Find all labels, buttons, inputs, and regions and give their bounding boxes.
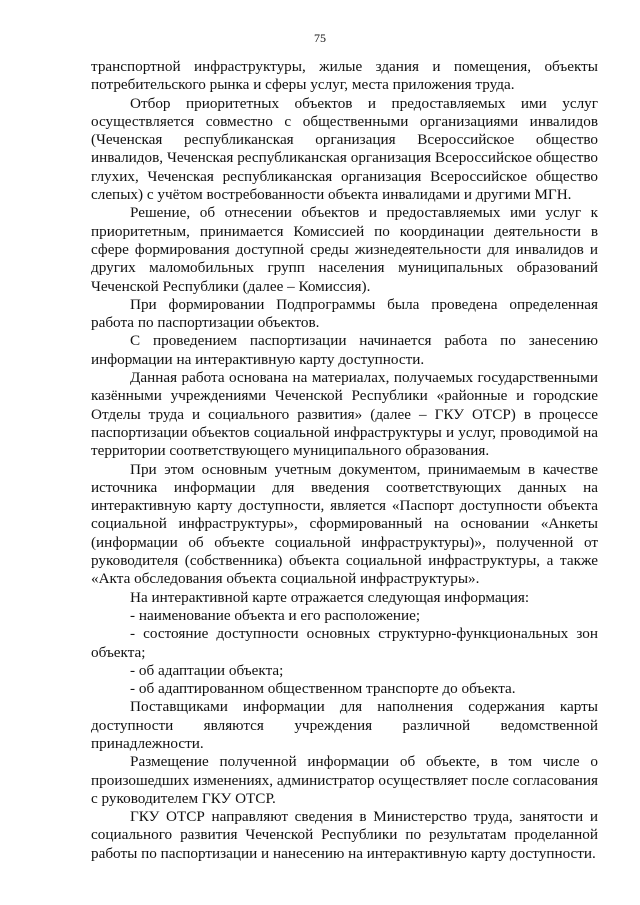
paragraph-passportization: С проведением паспортизации начинается работа по занесению информации на интерактивную карту доступности. xyxy=(91,332,598,368)
page-number: 75 xyxy=(314,31,326,45)
paragraph-main-document: При этом основным учетным документом, принимаемым в качестве источника информации для введения соответствующих данных на интерактивную карту доступности, является «Паспорт доступности объекта социальной инфраструктуры», сформированный на основании «Анкеты (информации об объекте социальной инфраструктуры)», полученной от руководителя (собственника) объекта социальной инфраструктуры, а также «Акта обследования объекта социальной инфраструктуры». xyxy=(91,460,598,588)
list-item: - состояние доступности основных структурно-функциональных зон объекта; xyxy=(91,625,598,661)
body-text xyxy=(91,58,598,863)
list-item: - об адаптации объекта; xyxy=(130,661,284,679)
paragraph-map-info-intro: На интерактивной карте отражается следующая информация: xyxy=(130,588,530,606)
paragraph-materials: Данная работа основана на материалах, получаемых государственными казёнными учреждениями Чеченской Республики «районные и городские Отделы труда и социального развития» (далее – ГКУ ОТСР) в процессе паспортизации объектов социальной инфраструктуры и услуг, проводимой на территории соответствующего муниципального образования. xyxy=(91,369,598,460)
list-item: - об адаптированном общественном транспорте до объекта. xyxy=(130,680,516,698)
paragraph-decision: Решение, об отнесении объектов и предоставляемых ими услуг к приоритетным, принимается Комиссией по координации деятельности в сфере формирования доступной среды жизнедеятельности для инвалидов и других маломобильных групп населения муниципальных образований Чеченской Республики (далее – Комиссия). xyxy=(91,204,598,295)
paragraph-formation: При формировании Подпрограммы была проведена определенная работа по паспортизации объектов. xyxy=(91,295,598,332)
paragraph-reporting: ГКУ ОТСР направляют сведения в Министерство труда, занятости и социального развития Чеченской Республики по результатам проделанной работы по паспортизации и нанесению на интерактивную карту доступности. xyxy=(91,808,598,862)
paragraph-selection: Отбор приоритетных объектов и предоставляемых ими услуг осуществляется совместно с общественными организациями инвалидов (Чеченская республиканская организация Всероссийское общество инвалидов, Чеченская республиканская организация Всероссийское общество глухих, Чеченская республиканская организация Всероссийское общество слепых) с учётом востребованности объекта инвалидами и другими МГН. xyxy=(91,94,598,204)
list-item: - наименование объекта и его расположение; xyxy=(130,606,421,624)
paragraph-continuation: транспортной инфраструктуры, жилые здания и помещения, объекты потребительского рынка и сферы услуг, места приложения труда. xyxy=(91,58,598,94)
paragraph-placement: Размещение полученной информации об объекте, в том числе о произошедших изменениях, администратор осуществляет после согласования с руководителем ГКУ ОТСР. xyxy=(91,753,598,807)
paragraph-suppliers: Поставщиками информации для наполнения содержания карты доступности являются учреждения различной ведомственной принадлежности. xyxy=(91,698,598,752)
